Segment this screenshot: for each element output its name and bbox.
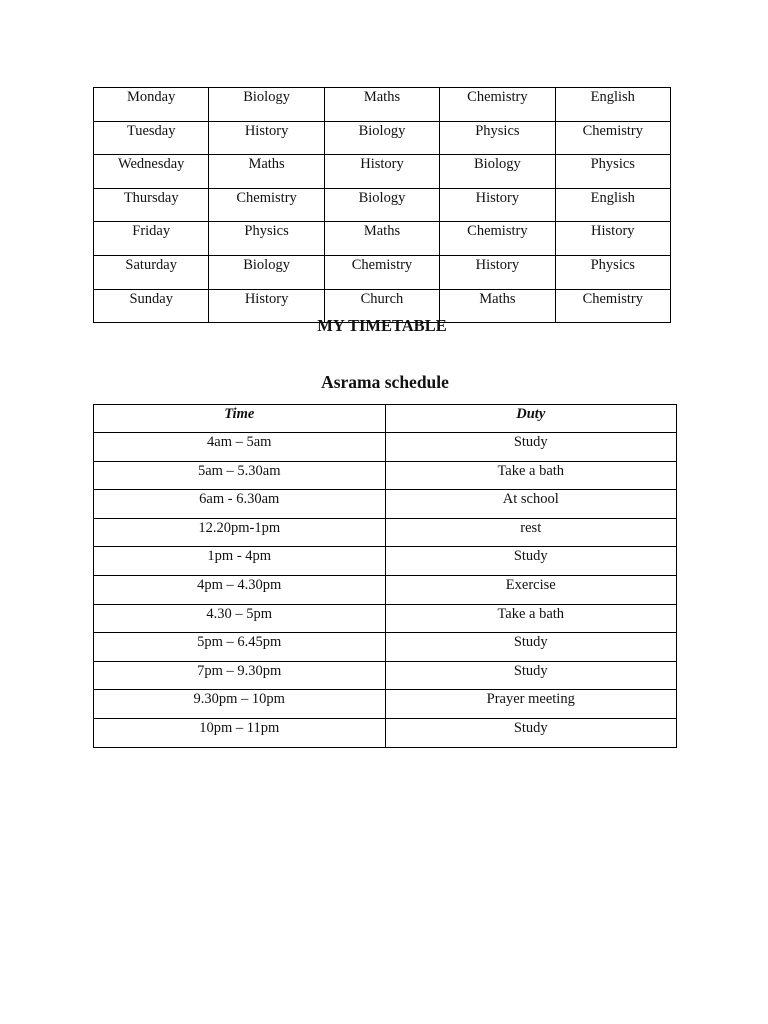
timetable-table <box>93 87 671 323</box>
duty-cell: Study <box>385 633 677 662</box>
day-cell: Tuesday <box>94 121 209 155</box>
timetable-row <box>94 188 671 222</box>
duty-cell: Study <box>385 661 677 690</box>
subject-cell: Biology <box>324 188 439 222</box>
timetable-title: MY TIMETABLE <box>317 316 447 335</box>
subject-cell: Maths <box>324 88 439 122</box>
subject-cell: History <box>440 255 555 289</box>
time-cell: 4.30 – 5pm <box>94 604 386 633</box>
schedule-row <box>94 518 677 547</box>
schedule-row <box>94 604 677 633</box>
subject-cell: Maths <box>324 222 439 256</box>
schedule-row <box>94 661 677 690</box>
subject-cell: History <box>555 222 670 256</box>
subject-cell: Physics <box>440 121 555 155</box>
subject-cell: Biology <box>209 88 324 122</box>
timetable-row <box>94 255 671 289</box>
duty-cell: Study <box>385 433 677 462</box>
duty-cell: At school <box>385 490 677 519</box>
subject-cell: Biology <box>209 255 324 289</box>
subject-cell: Chemistry <box>440 88 555 122</box>
subject-cell: Maths <box>209 155 324 189</box>
day-cell: Friday <box>94 222 209 256</box>
duty-cell: Exercise <box>385 575 677 604</box>
time-cell: 5am – 5.30am <box>94 461 386 490</box>
duty-cell: Prayer meeting <box>385 690 677 719</box>
timetable-row <box>94 121 671 155</box>
timetable-row <box>94 222 671 256</box>
schedule-row <box>94 490 677 519</box>
duty-cell: Take a bath <box>385 461 677 490</box>
subject-cell: English <box>555 188 670 222</box>
schedule-header <box>94 405 677 433</box>
day-cell: Monday <box>94 88 209 122</box>
schedule-row <box>94 461 677 490</box>
time-cell: 6am - 6.30am <box>94 490 386 519</box>
schedule-row <box>94 575 677 604</box>
subject-cell: Maths <box>440 289 555 323</box>
schedule-row <box>94 433 677 462</box>
subject-cell: Biology <box>440 155 555 189</box>
day-cell: Thursday <box>94 188 209 222</box>
subject-cell: History <box>209 289 324 323</box>
schedule-row <box>94 633 677 662</box>
subject-cell: History <box>324 155 439 189</box>
subject-cell: Chemistry <box>555 289 670 323</box>
duty-cell: Take a bath <box>385 604 677 633</box>
subject-cell: English <box>555 88 670 122</box>
subject-cell: Biology <box>324 121 439 155</box>
day-cell: Sunday <box>94 289 209 323</box>
time-cell: 1pm - 4pm <box>94 547 386 576</box>
timetable-row <box>94 155 671 189</box>
duty-column-header: Duty <box>385 405 677 433</box>
subject-cell: Chemistry <box>209 188 324 222</box>
schedule-title: Asrama schedule <box>321 372 449 392</box>
schedule-body <box>94 433 677 748</box>
schedule-row <box>94 718 677 747</box>
timetable-row <box>94 88 671 122</box>
duty-cell: Study <box>385 718 677 747</box>
day-cell: Saturday <box>94 255 209 289</box>
schedule-table <box>93 404 677 748</box>
subject-cell: Physics <box>209 222 324 256</box>
subject-cell: Chemistry <box>324 255 439 289</box>
time-cell: 5pm – 6.45pm <box>94 633 386 662</box>
schedule-row <box>94 690 677 719</box>
subject-cell: History <box>209 121 324 155</box>
schedule-header-row <box>94 405 677 433</box>
time-cell: 10pm – 11pm <box>94 718 386 747</box>
subject-cell: Chemistry <box>440 222 555 256</box>
day-cell: Wednesday <box>94 155 209 189</box>
time-cell: 4am – 5am <box>94 433 386 462</box>
subject-cell: Physics <box>555 255 670 289</box>
time-cell: 7pm – 9.30pm <box>94 661 386 690</box>
subject-cell: Chemistry <box>555 121 670 155</box>
duty-cell: Study <box>385 547 677 576</box>
timetable-body <box>94 88 671 323</box>
subject-cell: Physics <box>555 155 670 189</box>
duty-cell: rest <box>385 518 677 547</box>
schedule-row <box>94 547 677 576</box>
time-cell: 4pm – 4.30pm <box>94 575 386 604</box>
time-cell: 12.20pm-1pm <box>94 518 386 547</box>
subject-cell: History <box>440 188 555 222</box>
time-cell: 9.30pm – 10pm <box>94 690 386 719</box>
time-column-header: Time <box>94 405 386 433</box>
subject-cell: Church <box>324 289 439 323</box>
